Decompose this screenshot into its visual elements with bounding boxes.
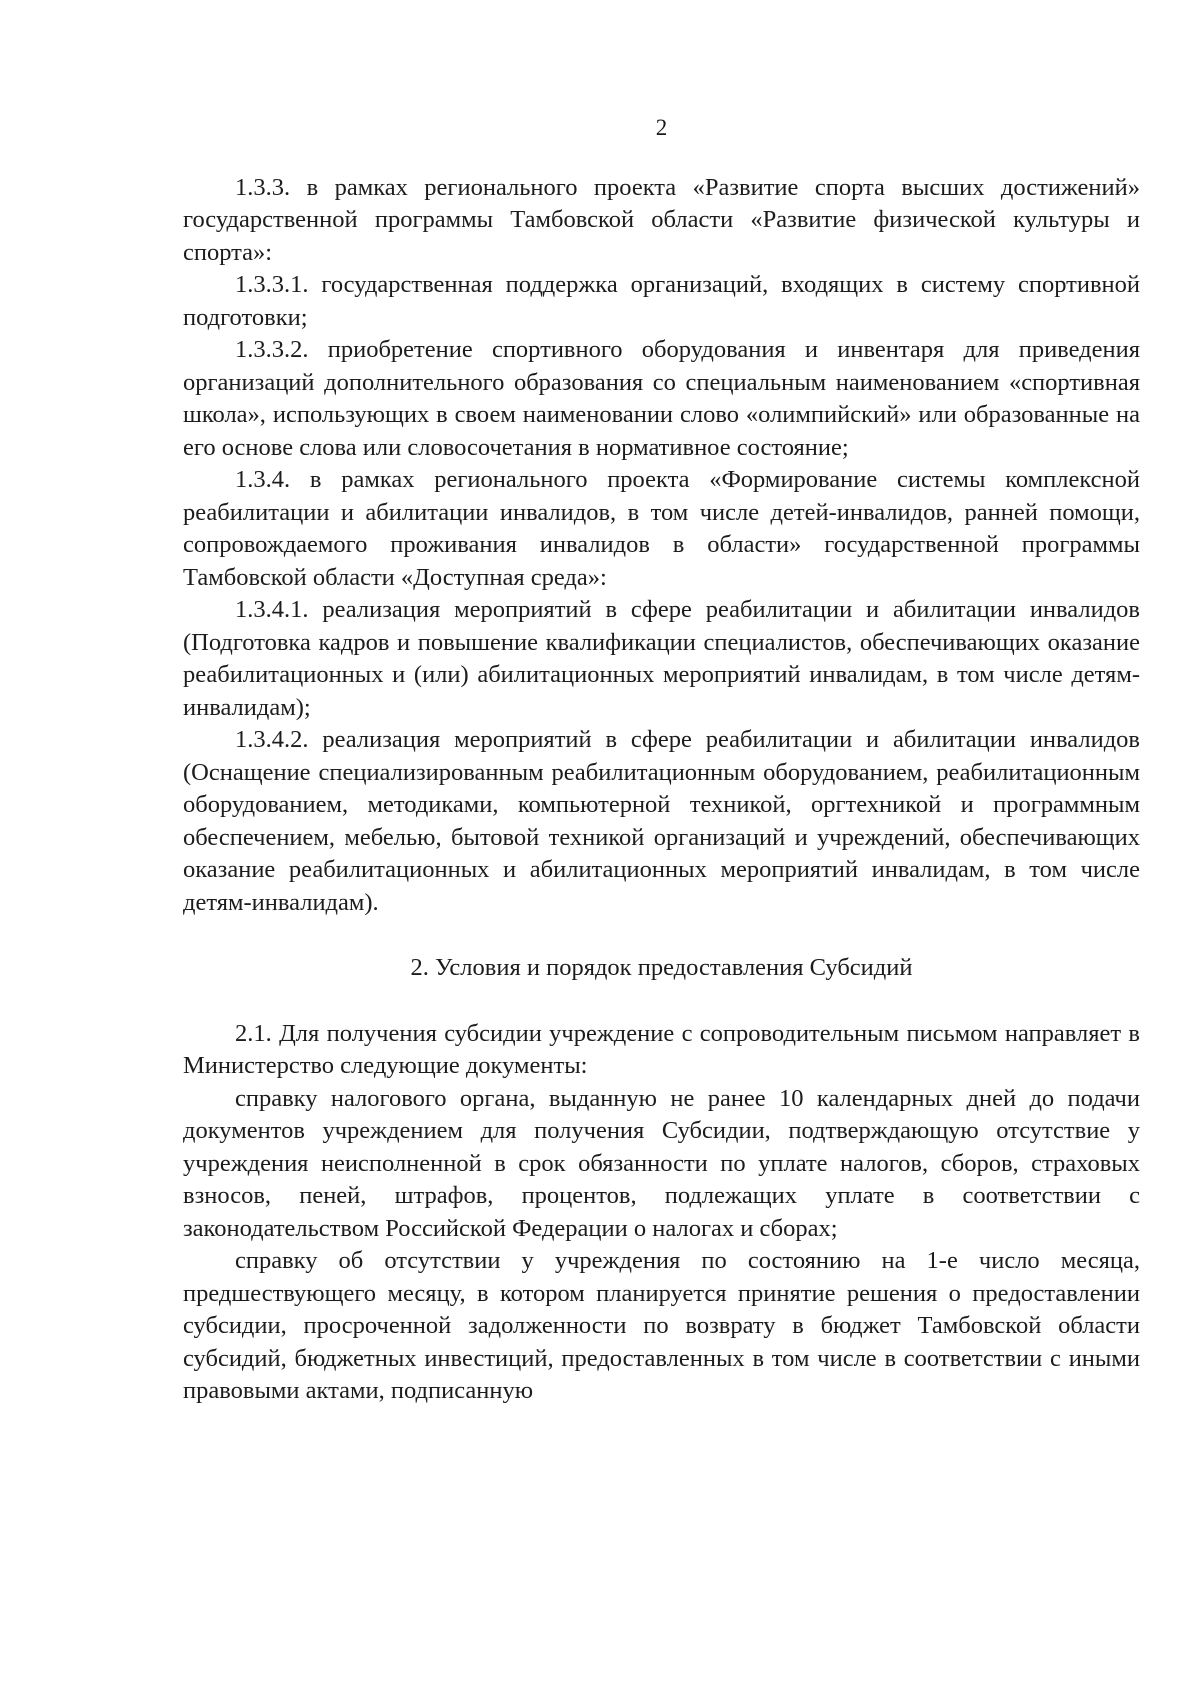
paragraph-tax-certificate: справку налогового органа, выданную не ранее 10 календарных дней до подачи документов учреждением для получения Субсидии, подтверждающую отсутствие у учреждения неисполненной в срок обязанности по уплате налогов, сборов, страховых взносов, пеней, штрафов, процентов, подлежащих уплате в соответствии с законодательством Российской Федерации о налогах и сборах; [183,1084,1140,1242]
section-2-heading: 2. Условия и порядок предоставления Субсидий [410,954,913,981]
section-2-body [183,1018,1140,1408]
paragraph-2-1: 2.1. Для получения субсидии учреждение с сопроводительным письмом направляет в Министерство следующие документы: [183,1019,1140,1079]
paragraph-debt-certificate: справку об отсутствии у учреждения по состоянию на 1-е число месяца, предшествующего месяцу, в котором планируется принятие решения о предоставлении субсидии, просроченной задолженности по возврату в бюджет Тамбовской области субсидий, бюджетных инвестиций, предоставленных в том числе в соответствии с иными правовыми актами, подписанную [183,1247,1140,1404]
paragraph-1-3-3-1: 1.3.3.1. государственная поддержка организаций, входящих в систему спортивной подготовки; [183,271,1140,331]
paragraph-1-3-4-2: 1.3.4.2. реализация мероприятий в сфере реабилитации и абилитации инвалидов (Оснащение специализированным реабилитационным оборудованием, реабилитационным оборудованием, методиками, компьютерной техникой, оргтехникой и программным обеспечением, мебелью, бытовой техникой организаций и учреждений, обеспечивающих оказание реабилитационных и абилитационных мероприятий инвалидам, в том числе детям-инвалидам). [183,726,1140,916]
paragraph-1-3-3: 1.3.3. в рамках регионального проекта «Развитие спорта высших достижений» государственной программы Тамбовской области «Развитие физической культуры и спорта»: [183,173,1140,266]
paragraph-1-3-4-1: 1.3.4.1. реализация мероприятий в сфере реабилитации и абилитации инвалидов (Подготовка кадров и повышение квалификации специалистов, обеспечивающих оказание реабилитационных и (или) абилитационных мероприятий инвалидам, в том числе детям-инвалидам); [183,596,1140,721]
document-page [183,112,1140,1408]
section-1-body [183,172,1140,920]
paragraph-1-3-4: 1.3.4. в рамках регионального проекта «Формирование системы комплексной реабилитации и абилитации инвалидов, в том числе детей-инвалидов, ранней помощи, сопровождаемого проживания инвалидов в области» государственной программы Тамбовской области «Доступная среда»: [183,466,1140,591]
page-number: 2 [655,115,668,140]
paragraph-1-3-3-2: 1.3.3.2. приобретение спортивного оборудования и инвентаря для приведения организаций дополнительного образования со специальным наименованием «спортивная школа», использующих в своем наименовании слово «олимпийский» или образованные на его основе слова или словосочетания в нормативное состояние; [183,336,1140,461]
